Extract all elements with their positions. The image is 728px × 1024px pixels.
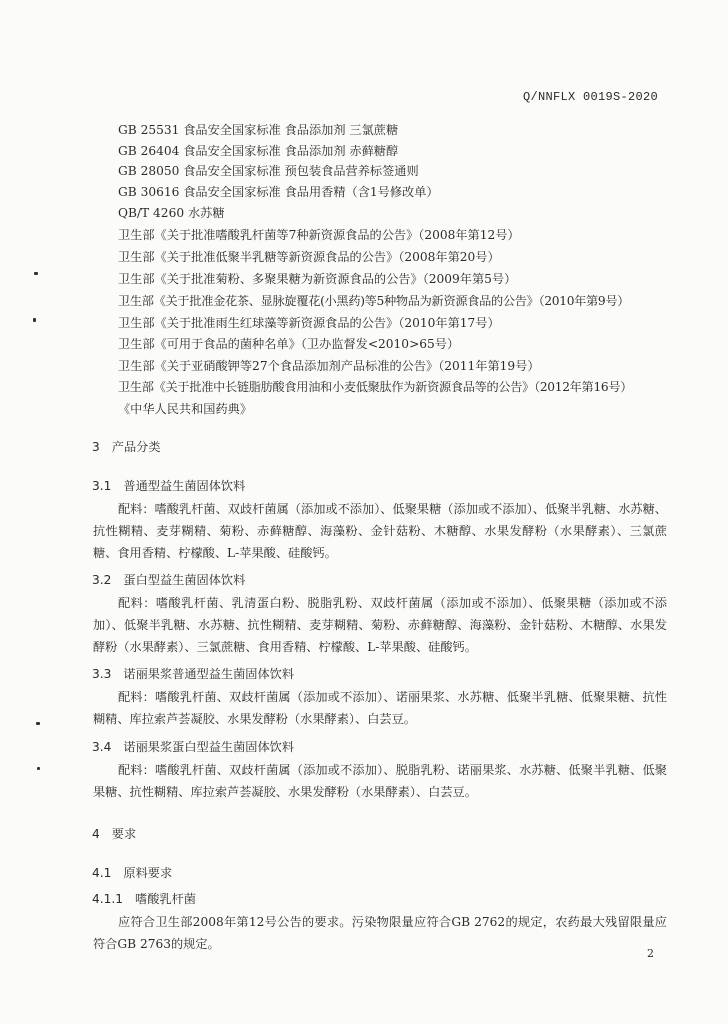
section-title: 原料要求 — [123, 866, 173, 880]
section-4-1-1-heading — [92, 890, 196, 907]
section-3-2-heading — [92, 571, 245, 588]
section-number: 3.3 — [92, 667, 112, 681]
section-3-4-heading — [92, 738, 294, 755]
section-3-3-paragraph: 配料：嗜酸乳杆菌、双歧杆菌属（添加或不添加）、诺丽果浆、水苏糖、低聚半乳糖、低聚果糖、抗性糊精、库拉索芦荟凝胶、水果发酵粉（水果酵素）、白芸豆。 — [93, 690, 667, 726]
section-3-2-paragraph: 配料：嗜酸乳杆菌、乳清蛋白粉、脱脂乳粉、双歧杆菌属（添加或不添加）、低聚果糖（添加或不添加）、低聚半乳糖、水苏糖、抗性糊精、麦芽糊精、菊粉、赤藓糖醇、海藻粉、金针菇粉、木糖醇、水果发酵粉（水果酵素）、三氯蔗糖、食用香精、柠檬酸、L-苹果酸、硅酸钙。 — [93, 596, 667, 654]
reference-item: 卫生部《关于亚硝酸钾等27个食品添加剂产品标准的公告》（2011年第19号） — [118, 359, 540, 373]
section-4-1-1-paragraph: 应符合卫生部2008年第12号公告的要求。污染物限量应符合GB 2762的规定，农药最大残留限量应符合GB 2763的规定。 — [93, 915, 667, 951]
section-number: 4.1 — [92, 866, 112, 880]
section-number: 4.1.1 — [92, 892, 124, 906]
reference-item: 卫生部《关于批准中长链脂肪酸食用油和小麦低聚肽作为新资源食品等的公告》（2012年第16号） — [118, 380, 633, 394]
reference-item: 卫生部《关于批准嗜酸乳杆菌等7种新资源食品的公告》（2008年第12号） — [118, 228, 520, 242]
reference-item: 卫生部《关于批准菊粉、多聚果糖为新资源食品的公告》（2009年第5号） — [118, 272, 517, 286]
section-title: 诺丽果浆蛋白型益生菌固体饮料 — [123, 740, 295, 754]
section-3-3-heading — [92, 665, 294, 682]
section-3-1-paragraph: 配料：嗜酸乳杆菌、双歧杆菌属（添加或不添加）、低聚果糖（添加或不添加）、低聚半乳糖、水苏糖、抗性糊精、麦芽糊精、菊粉、赤藓糖醇、海藻粉、金针菇粉、木糖醇、水果发酵粉（水果酵素）、三氯蔗糖、食用香精、柠檬酸、L-苹果酸、硅酸钙。 — [93, 502, 667, 560]
section-number: 3.4 — [92, 740, 112, 754]
section-4-heading — [92, 825, 136, 842]
section-number: 4 — [92, 827, 100, 841]
section-title: 诺丽果浆普通型益生菌固体饮料 — [123, 667, 295, 681]
scan-speck — [33, 318, 36, 322]
section-4-1-heading — [92, 864, 172, 881]
section-title: 蛋白型益生菌固体饮料 — [123, 573, 246, 587]
section-title: 产品分类 — [111, 440, 161, 454]
section-number: 3.1 — [92, 479, 112, 493]
section-3-4-paragraph: 配料：嗜酸乳杆菌、双歧杆菌属（添加或不添加）、脱脂乳粉、诺丽果浆、水苏糖、低聚半乳糖、低聚果糖、抗性糊精、库拉索芦荟凝胶、水果发酵粉（水果酵素）、白芸豆。 — [93, 763, 667, 799]
reference-item: 卫生部《可用于食品的菌种名单》（卫办监督发<2010>65号） — [118, 337, 460, 351]
reference-item: GB 30616 食品安全国家标准 食品用香精（含1号修改单） — [118, 185, 439, 199]
reference-item: GB 26404 食品安全国家标准 食品添加剂 赤藓糖醇 — [118, 144, 399, 158]
scan-speck — [36, 722, 40, 725]
reference-item: QB/T 4260 水苏糖 — [118, 206, 225, 220]
reference-item: GB 25531 食品安全国家标准 食品添加剂 三氯蔗糖 — [118, 123, 399, 137]
section-title: 嗜酸乳杆菌 — [135, 892, 196, 906]
page-number: 2 — [647, 947, 654, 960]
section-title: 要求 — [111, 827, 137, 841]
reference-item: 卫生部《关于批准金花茶、显脉旋覆花(小黑药)等5种物品为新资源食品的公告》（2010年第9号） — [118, 294, 630, 308]
reference-item: GB 28050 食品安全国家标准 预包装食品营养标签通则 — [118, 164, 419, 178]
section-3-1-heading — [92, 477, 245, 494]
section-3-heading — [92, 438, 161, 455]
section-title: 普通型益生菌固体饮料 — [123, 479, 246, 493]
reference-item: 卫生部《关于批准低聚半乳糖等新资源食品的公告》（2008年第20号） — [118, 250, 500, 264]
document-code: Q/NNFLX 0019S-2020 — [522, 90, 658, 104]
reference-item: 《中华人民共和国药典》 — [118, 402, 253, 416]
scan-speck — [34, 272, 38, 275]
reference-item: 卫生部《关于批准雨生红球藻等新资源食品的公告》（2010年第17号） — [118, 316, 500, 330]
section-number: 3.2 — [92, 573, 112, 587]
section-number: 3 — [92, 440, 100, 454]
scan-speck — [37, 767, 40, 770]
